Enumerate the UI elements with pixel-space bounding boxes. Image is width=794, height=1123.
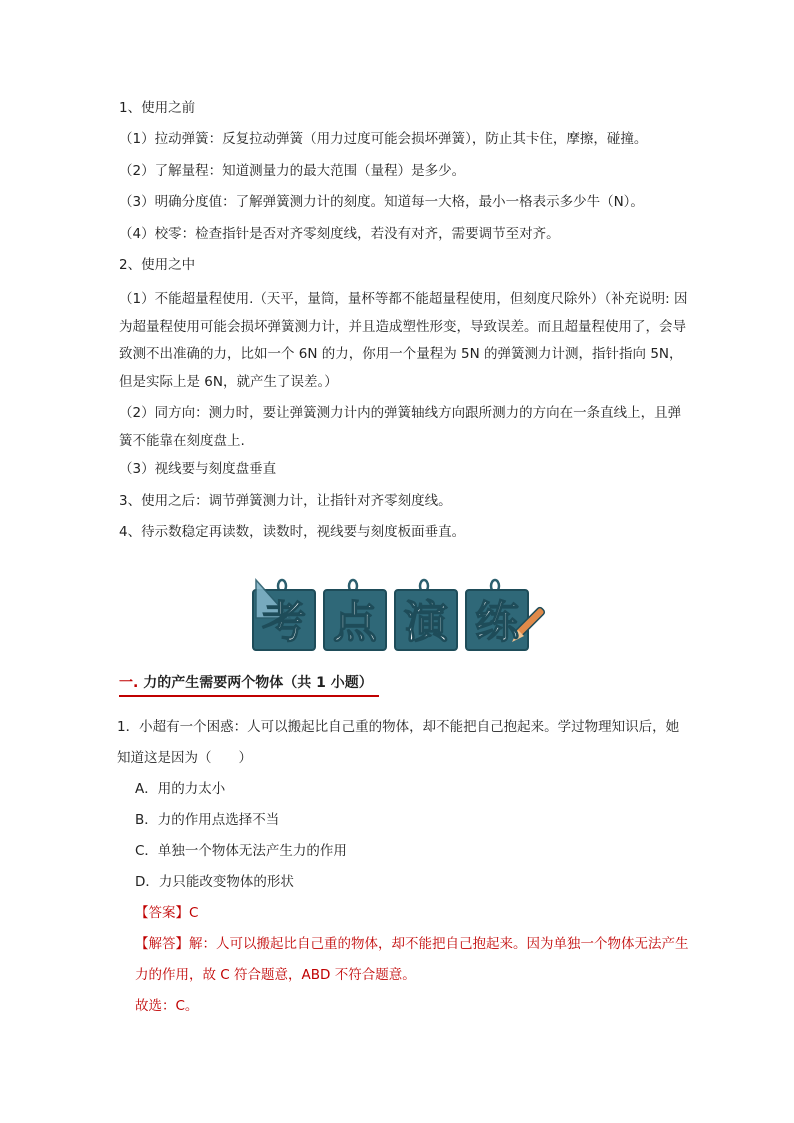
note-item: （1）不能超量程使用.（天平，量筒，量杯等都不能超量程使用，但刻度尺除外）（补充说明: 因为超量程使用可能会损坏弹簧测力计，并且造成塑性形变，导致误差。而且超量程使用了，会导致测不出准确的力，比如一个 6N 的力，你用一个量程为 5N 的弹簧测力计测，指针指向 5N，但是实际上是 6N，就产生了误差。）	[119, 291, 688, 390]
heading-during-use: 2、使用之中	[119, 256, 196, 273]
answer-tag: 【答案】	[135, 905, 189, 921]
answer-value: C	[189, 905, 199, 921]
note-item: （1）拉动弹簧：反复拉动弹簧（用力过度可能会损坏弹簧），防止其卡住，摩擦，碰撞。	[119, 131, 648, 148]
banner-char: 练	[475, 597, 519, 648]
notes-section	[119, 98, 689, 554]
heading-reading: 4、待示数稳定再读数，读数时，视线要与刻度板面垂直。	[119, 524, 466, 541]
option-c: C．单独一个物体无法产生力的作用	[135, 843, 347, 859]
answer-line	[135, 898, 692, 929]
analysis-line	[135, 929, 692, 991]
option-d: D．力只能改变物体的形状	[135, 874, 294, 890]
exercise-banner	[250, 578, 550, 654]
banner-char: 考	[262, 597, 306, 648]
option-b: B．力的作用点选择不当	[135, 812, 280, 828]
question-stem: 1．小超有一个困惑：人可以搬起比自己重的物体，却不能把自己抱起来。学过物理知识后，她知道这是因为（ ）	[117, 719, 680, 766]
banner-graphic	[250, 578, 550, 654]
heading-before-use: 1、使用之前	[119, 100, 196, 116]
section-heading	[119, 672, 379, 697]
section-title: 力的产生需要两个物体（共 1 小题）	[143, 675, 373, 691]
analysis-text: 解：人可以搬起比自己重的物体，却不能把自己抱起来。因为单独一个物体无法产生力的作用，故 C 符合题意，ABD 不符合题意。	[135, 936, 689, 983]
conclusion-line: 故选：C。	[135, 998, 199, 1014]
note-item: （3）明确分度值：了解弹簧测力计的刻度。知道每一大格，最小一格表示多少牛（N）。	[119, 194, 644, 211]
option-a: A．用的力太小	[135, 781, 226, 797]
note-item: （4）校零：检查指针是否对齐零刻度线，若没有对齐，需要调节至对齐。	[119, 225, 560, 242]
note-item: （3）视线要与刻度盘垂直	[119, 461, 277, 478]
banner-char: 点	[333, 597, 377, 648]
note-item: （2）了解量程：知道测量力的最大范围（量程）是多少。	[119, 162, 466, 179]
banner-char: 演	[404, 597, 448, 648]
question-block	[117, 712, 692, 1022]
note-item: （2）同方向：测力时，要让弹簧测力计内的弹簧轴线方向跟所测力的方向在一条直线上，且弹簧不能靠在刻度盘上.	[119, 405, 682, 449]
analysis-tag: 【解答】	[135, 936, 189, 952]
section-number: 一.	[119, 675, 139, 691]
heading-after-use: 3、使用之后：调节弹簧测力计，让指针对齐零刻度线。	[119, 492, 452, 509]
